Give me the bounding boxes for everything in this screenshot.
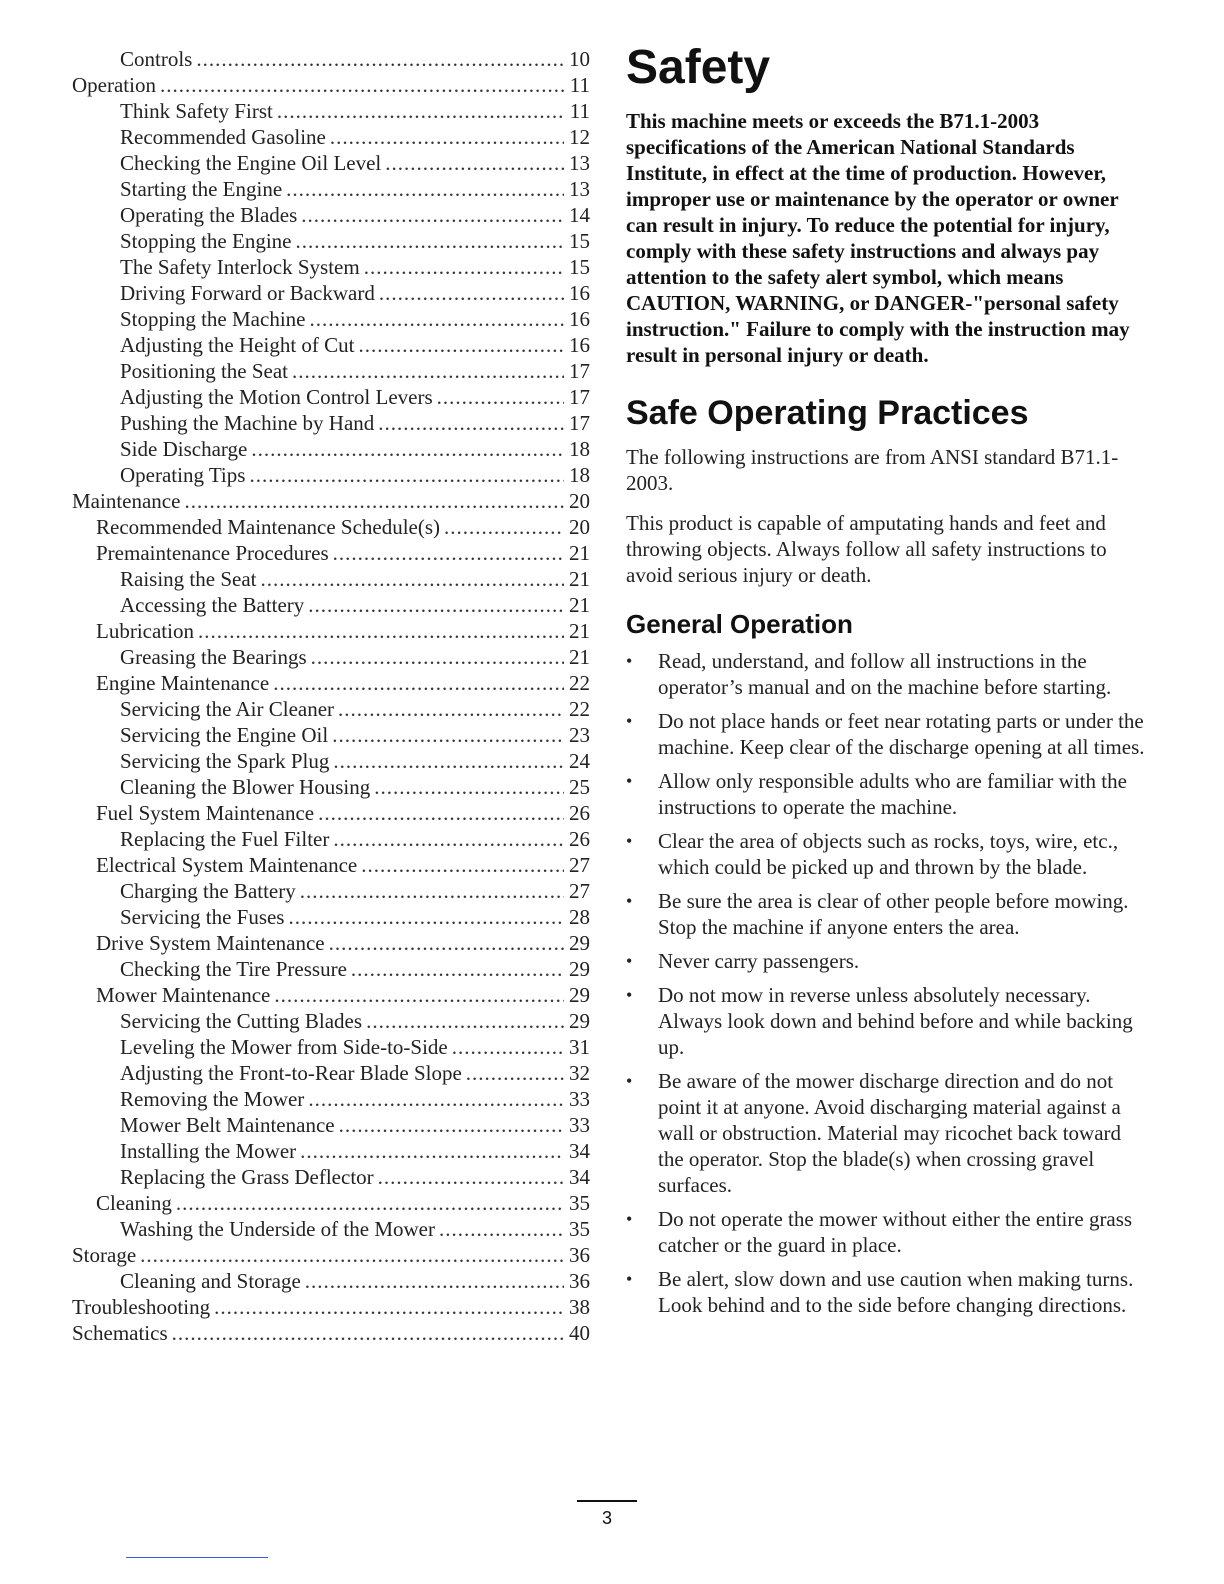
toc-entry-label: Stopping the Engine [120,229,292,253]
bottom-rule [126,1557,268,1558]
practices-paragraph: The following instructions are from ANSI standard B71.1-2003. [626,445,1119,495]
toc-leader-dots [176,1190,564,1216]
toc-entry-page: 24 [569,749,590,773]
toc-entry[interactable] [72,488,590,514]
toc-entry-label: Storage [72,1243,137,1267]
toc-entry[interactable] [72,436,590,462]
list-item: • Read, understand, and follow all instructions in the operator’s manual and on the machine before starting. [626,648,1146,700]
toc-entry-label: Recommended Gasoline [120,125,326,149]
toc-entry-page: 16 [569,281,590,305]
toc-entry-label: Adjusting the Height of Cut [120,333,355,357]
toc-entry-label: Cleaning [96,1191,172,1215]
toc-leader-dots [374,774,564,800]
toc-entry-page: 16 [569,333,590,357]
toc-entry-label: Replacing the Fuel Filter [120,827,330,851]
toc-entry[interactable] [72,696,590,722]
toc-entry-page: 23 [569,723,590,747]
toc-leader-dots [198,618,564,644]
safety-intro: This machine meets or exceeds the B71.1-2003 specifications of the American National Standards Institute, in effect at the time of production. However, improper use or maintenance by the operator or owner can result in injury. To reduce the potential for injury, comply with these safety instructions and always pay attention to the safety alert symbol, which means CAUTION, WARNING, or DANGER-"personal safety instruction." Failure to comply with the instruction may result in personal injury or death. [626,109,1130,367]
toc-entry[interactable] [72,1112,590,1138]
toc-entry-label: Adjusting the Motion Control Levers [120,385,433,409]
toc-entry-page: 27 [569,879,590,903]
page-number: 3 [601,1508,612,1528]
toc-entry[interactable] [72,306,590,332]
toc-entry-label: Starting the Engine [120,177,283,201]
toc-leader-dots [339,1112,564,1138]
toc-entry[interactable] [72,722,590,748]
toc-entry-label: Cleaning the Blower Housing [120,775,371,799]
toc-leader-dots [305,1268,564,1294]
toc-entry-page: 33 [569,1113,590,1137]
toc-entry-page: 31 [569,1035,590,1059]
toc-entry[interactable] [72,150,590,176]
toc-entry-page: 21 [569,567,590,591]
toc-leader-dots [160,72,564,98]
toc-leader-dots [332,722,564,748]
toc-leader-dots [444,514,564,540]
toc-leader-dots [437,384,564,410]
toc-entry-page: 11 [569,73,590,97]
toc-entry-page: 28 [569,905,590,929]
toc-entry[interactable] [72,1086,590,1112]
toc-entry-label: Premaintenance Procedures [96,541,329,565]
toc-entry[interactable] [72,982,590,1008]
safety-heading: Safety [626,41,771,94]
toc-entry[interactable] [72,1034,590,1060]
toc-leader-dots [378,410,564,436]
toc-entry-page: 33 [569,1087,590,1111]
toc-entry[interactable] [72,1216,590,1242]
toc-entry-page: 20 [569,515,590,539]
toc-entry-page: 16 [569,307,590,331]
toc-leader-dots [333,540,564,566]
toc-entry[interactable] [72,72,590,98]
toc-entry[interactable] [72,410,590,436]
toc-leader-dots [184,488,564,514]
toc-entry-label: Replacing the Grass Deflector [120,1165,374,1189]
toc-entry-page: 22 [569,697,590,721]
toc-entry-label: Raising the Seat [120,567,257,591]
toc-entry-label: Servicing the Air Cleaner [120,697,335,721]
toc-entry[interactable] [72,904,590,930]
toc-leader-dots [385,150,564,176]
toc-entry-label: Positioning the Seat [120,359,288,383]
toc-entry-label: Side Discharge [120,437,248,461]
toc-entry[interactable] [72,1138,590,1164]
toc-entry[interactable] [72,748,590,774]
toc-entry-page: 11 [569,99,590,123]
list-item: • Be alert, slow down and use caution when making turns. Look behind and to the side before changing directions. [626,1266,1146,1318]
toc-leader-dots [452,1034,564,1060]
toc-entry-page: 34 [569,1139,590,1163]
toc-leader-dots [338,696,564,722]
toc-entry-label: Recommended Maintenance Schedule(s) [96,515,441,539]
toc-leader-dots [439,1216,564,1242]
toc-entry-page: 15 [569,255,590,279]
list-item: • Be sure the area is clear of other people before mowing. Stop the machine if anyone enters the area. [626,888,1146,940]
toc-entry-page: 21 [569,541,590,565]
toc-leader-dots [140,1242,564,1268]
toc-entry-label: Leveling the Mower from Side-to-Side [120,1035,448,1059]
list-item: • Never carry passengers. [626,948,1146,974]
toc-entry[interactable] [72,540,590,566]
toc-entry[interactable] [72,332,590,358]
toc-leader-dots [249,462,564,488]
toc-entry[interactable] [72,956,590,982]
toc-entry-label: Cleaning and Storage [120,1269,301,1293]
toc-leader-dots [260,566,564,592]
toc-entry-page: 22 [569,671,590,695]
toc-entry-page: 13 [569,177,590,201]
toc-leader-dots [366,1008,564,1034]
toc-entry-page: 20 [569,489,590,513]
toc-entry-page: 35 [569,1191,590,1215]
toc-entry[interactable] [72,176,590,202]
general-operation-heading: General Operation [626,609,853,639]
toc-entry-page: 29 [569,1009,590,1033]
general-operation-list [626,648,1146,1318]
toc-entry-page: 29 [569,983,590,1007]
toc-entry-label: Troubleshooting [72,1295,211,1319]
toc-entry[interactable] [72,592,590,618]
toc-leader-dots [364,254,564,280]
toc-entry-page: 26 [569,827,590,851]
toc-entry[interactable] [72,358,590,384]
toc-entry-page: 15 [569,229,590,253]
toc-leader-dots [308,592,564,618]
toc-leader-dots [286,176,564,202]
toc-entry-page: 26 [569,801,590,825]
toc-leader-dots [333,826,564,852]
toc-entry[interactable] [72,98,590,124]
toc-entry-label: Mower Maintenance [96,983,271,1007]
toc-entry-page: 35 [569,1217,590,1241]
toc-entry-page: 17 [569,385,590,409]
toc-entry-page: 21 [569,645,590,669]
safety-section [626,40,1146,1326]
toc-entry-label: Controls [120,47,193,71]
toc-entry-label: Installing the Mower [120,1139,297,1163]
toc-entry[interactable] [72,800,590,826]
toc-leader-dots [300,1138,564,1164]
toc-leader-dots [214,1294,564,1320]
toc-entry-page: 40 [569,1321,590,1345]
footer-rule [577,1500,637,1502]
toc-entry-label: The Safety Interlock System [120,255,360,279]
toc-entry[interactable] [72,280,590,306]
toc-leader-dots [300,878,564,904]
toc-leader-dots [311,644,564,670]
toc-leader-dots [318,800,564,826]
toc-entry-label: Washing the Underside of the Mower [120,1217,435,1241]
toc-entry[interactable] [72,1008,590,1034]
toc-entry[interactable] [72,514,590,540]
toc-leader-dots [378,1164,564,1190]
toc-entry-label: Servicing the Fuses [120,905,285,929]
toc-entry-page: 34 [569,1165,590,1189]
toc-leader-dots [273,670,564,696]
toc-entry[interactable] [72,774,590,800]
toc-entry-page: 21 [569,619,590,643]
toc-entry-page: 14 [569,203,590,227]
toc-entry-page: 36 [569,1243,590,1267]
toc-entry[interactable] [72,670,590,696]
toc-entry-page: 18 [569,463,590,487]
toc-entry-label: Fuel System Maintenance [96,801,315,825]
toc-entry-label: Servicing the Engine Oil [120,723,329,747]
toc-leader-dots [274,982,564,1008]
toc-leader-dots [277,98,564,124]
toc-entry-label: Servicing the Spark Plug [120,749,330,773]
toc-entry-label: Accessing the Battery [120,593,305,617]
toc-entry[interactable] [72,254,590,280]
toc-entry-page: 21 [569,593,590,617]
toc-entry-label: Engine Maintenance [96,671,270,695]
toc-entry-page: 13 [569,151,590,175]
toc-entry-page: 29 [569,931,590,955]
toc-entry[interactable] [72,1268,590,1294]
toc-entry[interactable] [72,930,590,956]
toc-leader-dots [172,1320,564,1346]
toc-entry-label: Removing the Mower [120,1087,305,1111]
list-item: • Allow only responsible adults who are familiar with the instructions to operate the machine. [626,768,1146,820]
toc-entry-label: Driving Forward or Backward [120,281,375,305]
toc-entry-label: Lubrication [96,619,194,643]
toc-leader-dots [196,46,564,72]
toc-entry-page: 17 [569,411,590,435]
toc-entry-label: Charging the Battery [120,879,296,903]
list-item: • Be aware of the mower discharge direction and do not point it at anyone. Avoid discharging material against a wall or obstruction. Material may ricochet back toward the operator. Stop the blade(s) when crossing gravel surfaces. [626,1068,1146,1198]
toc-entry-label: Operation [72,73,156,97]
toc-entry[interactable] [72,46,590,72]
toc-leader-dots [251,436,564,462]
toc-entry-page: 29 [569,957,590,981]
toc-leader-dots [359,332,565,358]
toc-leader-dots [308,1086,564,1112]
toc-entry[interactable] [72,644,590,670]
table-of-contents [72,46,590,1346]
toc-entry[interactable] [72,1242,590,1268]
list-item: • Do not mow in reverse unless absolutely necessary. Always look down and behind before and while backing up. [626,982,1146,1060]
toc-leader-dots [333,748,564,774]
toc-entry-label: Schematics [72,1321,168,1345]
toc-entry[interactable] [72,1320,590,1346]
toc-entry[interactable] [72,228,590,254]
toc-entry-label: Drive System Maintenance [96,931,325,955]
toc-leader-dots [329,930,564,956]
toc-entry[interactable] [72,1060,590,1086]
toc-leader-dots [309,306,564,332]
toc-entry-label: Operating Tips [120,463,246,487]
toc-entry[interactable] [72,1190,590,1216]
toc-entry[interactable] [72,878,590,904]
toc-entry-label: Mower Belt Maintenance [120,1113,335,1137]
toc-entry-page: 17 [569,359,590,383]
toc-leader-dots [301,202,564,228]
toc-entry-label: Adjusting the Front-to-Rear Blade Slope [120,1061,462,1085]
toc-leader-dots [330,124,564,150]
practices-heading: Safe Operating Practices [626,394,1029,432]
toc-leader-dots [296,228,565,254]
toc-entry-page: 27 [569,853,590,877]
toc-entry[interactable] [72,618,590,644]
toc-entry-label: Stopping the Machine [120,307,306,331]
toc-entry[interactable] [72,826,590,852]
toc-entry-label: Maintenance [72,489,181,513]
toc-entry-label: Operating the Blades [120,203,298,227]
list-item: • Do not operate the mower without either the entire grass catcher or the guard in place. [626,1206,1146,1258]
toc-entry-page: 38 [569,1295,590,1319]
toc-entry[interactable] [72,1294,590,1320]
list-item: • Do not place hands or feet near rotating parts or under the machine. Keep clear of the discharge opening at all times. [626,708,1146,760]
toc-entry-label: Checking the Tire Pressure [120,957,347,981]
toc-entry[interactable] [72,124,590,150]
toc-entry-page: 36 [569,1269,590,1293]
toc-leader-dots [288,904,564,930]
toc-entry-label: Greasing the Bearings [120,645,307,669]
toc-entry-label: Checking the Engine Oil Level [120,151,382,175]
toc-entry-page: 25 [569,775,590,799]
toc-entry[interactable] [72,852,590,878]
toc-entry[interactable] [72,384,590,410]
toc-entry-page: 12 [569,125,590,149]
toc-leader-dots [379,280,564,306]
toc-leader-dots [466,1060,564,1086]
toc-entry[interactable] [72,202,590,228]
toc-entry-page: 18 [569,437,590,461]
practices-paragraph: This product is capable of amputating hands and feet and throwing objects. Always follow all safety instructions to avoid serious injury or death. [626,511,1107,587]
toc-entry-label: Electrical System Maintenance [96,853,358,877]
toc-leader-dots [361,852,564,878]
toc-entry-page: 32 [569,1061,590,1085]
toc-leader-dots [292,358,564,384]
toc-leader-dots [351,956,564,982]
toc-entry[interactable] [72,462,590,488]
toc-entry-label: Think Safety First [120,99,273,123]
toc-entry[interactable] [72,566,590,592]
toc-entry[interactable] [72,1164,590,1190]
toc-entry-page: 10 [569,47,590,71]
list-item: • Clear the area of objects such as rocks, toys, wire, etc., which could be picked up and thrown by the blade. [626,828,1146,880]
toc-entry-label: Pushing the Machine by Hand [120,411,375,435]
toc-entry-label: Servicing the Cutting Blades [120,1009,363,1033]
